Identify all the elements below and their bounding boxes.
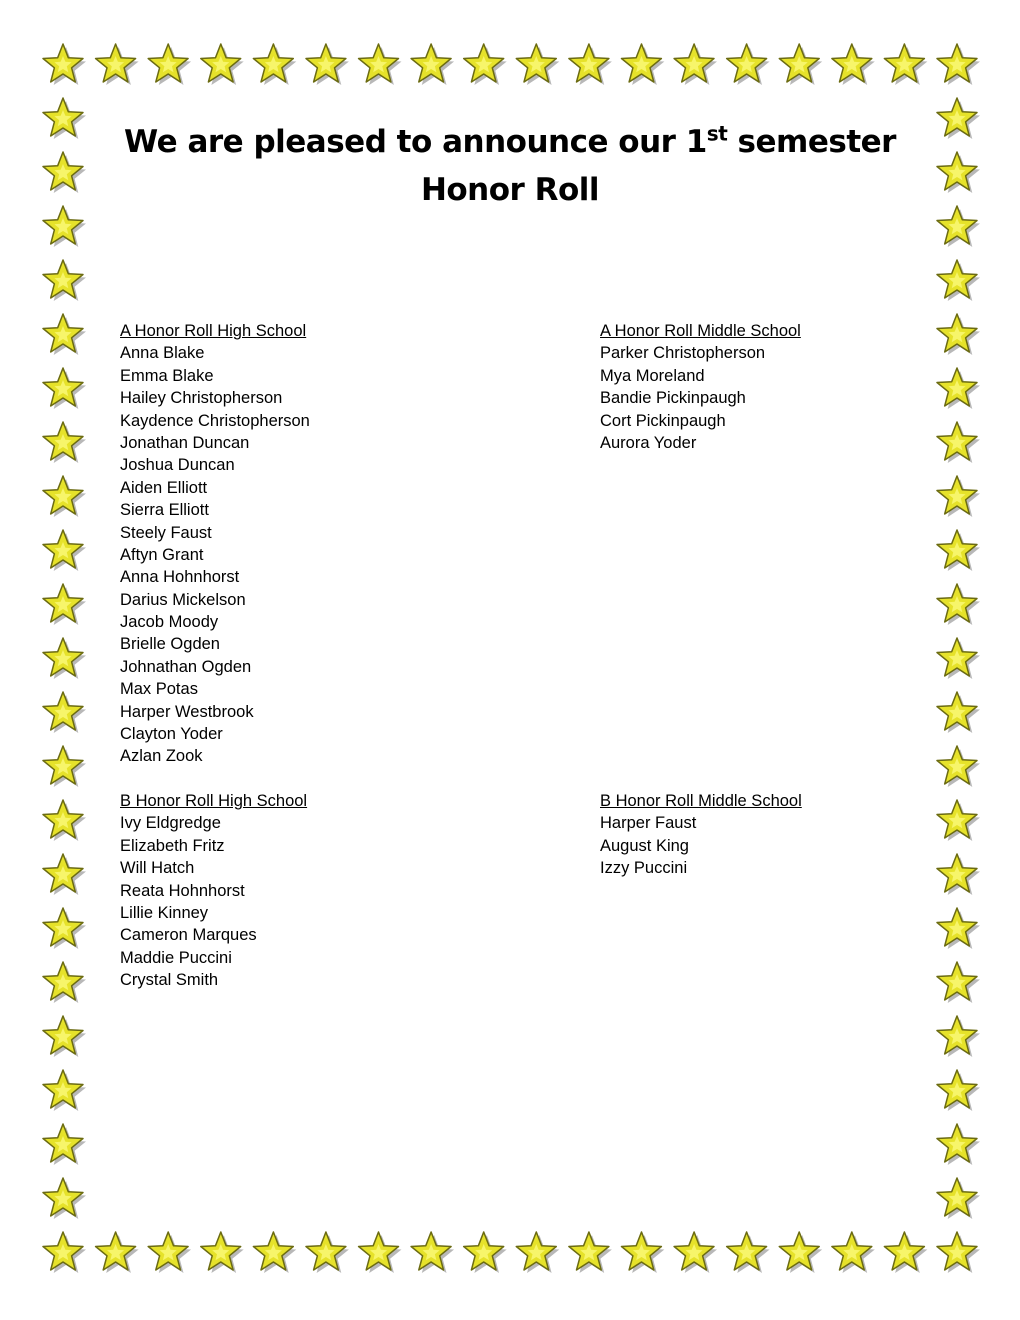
star-icon: [937, 422, 980, 463]
student-name: Jacob Moody: [120, 613, 219, 632]
student-name: Parker Christopherson: [600, 344, 766, 363]
star-icon: [43, 1178, 86, 1219]
star-icon: [937, 260, 980, 301]
star-icon: [43, 260, 86, 301]
student-name: Jonathan Duncan: [120, 433, 250, 452]
star-icon: [43, 962, 86, 1003]
star-icon: [937, 908, 980, 949]
section-heading: A Honor Roll Middle School: [600, 322, 801, 340]
star-icon: [937, 800, 980, 841]
star-icon: [937, 692, 980, 733]
star-icon: [43, 1070, 86, 1111]
star-icon: [148, 1232, 191, 1273]
star-icon: [937, 1232, 980, 1273]
star-icon: [43, 692, 86, 733]
student-name: Ivy Eldgredge: [120, 814, 221, 833]
star-icon: [43, 422, 86, 463]
star-icon: [43, 1016, 86, 1057]
star-icon: [148, 44, 191, 85]
star-icon: [43, 854, 86, 895]
star-icon: [96, 1232, 139, 1273]
student-name: Cameron Marques: [120, 926, 257, 945]
star-icon: [411, 44, 454, 85]
student-name: Elizabeth Fritz: [120, 836, 225, 855]
student-name: Will Hatch: [120, 859, 195, 878]
star-icon: [43, 584, 86, 625]
star-icon: [937, 476, 980, 517]
star-icon: [359, 1232, 402, 1273]
star-icon: [937, 1070, 980, 1111]
student-name: Reata Hohnhorst: [120, 881, 245, 900]
star-icon: [516, 44, 559, 85]
star-icon: [43, 206, 86, 247]
a-honor-roll-middle-school: [600, 320, 801, 454]
star-icon: [779, 44, 822, 85]
star-icon: [43, 44, 86, 85]
student-name: Emma Blake: [120, 366, 214, 385]
student-name: Harper Faust: [600, 814, 697, 833]
student-name: Izzy Puccini: [600, 859, 688, 878]
student-name: Anna Hohnhorst: [120, 568, 240, 587]
star-icon: [43, 908, 86, 949]
star-icon: [937, 1178, 980, 1219]
star-icon: [201, 1232, 244, 1273]
star-icon: [937, 1124, 980, 1165]
star-icon: [937, 962, 980, 1003]
star-icon: [43, 638, 86, 679]
star-icon: [306, 44, 349, 85]
star-icon: [937, 44, 980, 85]
student-name: Maddie Puccini: [120, 948, 232, 967]
b-honor-roll-high-school: [120, 790, 307, 992]
student-name: Cort Pickinpaugh: [600, 411, 726, 430]
section-heading: B Honor Roll High School: [120, 792, 308, 810]
student-name: Aftyn Grant: [120, 545, 204, 564]
star-icon: [674, 44, 717, 85]
student-name: Joshua Duncan: [120, 456, 235, 475]
page-title: We are pleased to announce our 1st semester: [124, 121, 896, 160]
star-icon: [43, 800, 86, 841]
b-honor-roll-middle-school: [600, 790, 802, 880]
star-icon: [43, 1124, 86, 1165]
student-name: Harper Westbrook: [120, 702, 254, 721]
star-icon: [569, 44, 612, 85]
star-icon: [884, 44, 927, 85]
a-honor-roll-high-school: [120, 320, 310, 768]
student-name: Aiden Elliott: [120, 478, 208, 497]
star-icon: [359, 44, 402, 85]
student-name: Crystal Smith: [120, 971, 219, 990]
star-icon: [253, 44, 296, 85]
student-name: Johnathan Ogden: [120, 657, 252, 676]
star-icon: [937, 638, 980, 679]
star-icon: [464, 1232, 507, 1273]
star-icon: [43, 1232, 86, 1273]
star-icon: [884, 1232, 927, 1273]
student-name: Darius Mickelson: [120, 590, 246, 609]
star-icon: [832, 1232, 875, 1273]
star-icon: [937, 314, 980, 355]
student-name: Lillie Kinney: [120, 903, 209, 922]
star-icon: [779, 1232, 822, 1273]
star-icon: [727, 1232, 770, 1273]
student-name: Steely Faust: [120, 523, 212, 542]
star-icon: [937, 1016, 980, 1057]
star-icon: [43, 746, 86, 787]
star-icon: [937, 530, 980, 571]
star-icon: [937, 368, 980, 409]
star-icon: [201, 44, 244, 85]
student-name: Azlan Zook: [120, 747, 203, 766]
student-name: Anna Blake: [120, 344, 205, 363]
star-icon: [43, 314, 86, 355]
student-name: Max Potas: [120, 680, 198, 699]
student-name: August King: [600, 836, 689, 855]
star-icon: [253, 1232, 296, 1273]
star-icon: [727, 44, 770, 85]
student-name: Mya Moreland: [600, 366, 705, 385]
star-icon: [306, 1232, 349, 1273]
student-name: Hailey Christopherson: [120, 389, 283, 408]
star-icon: [622, 44, 665, 85]
star-icon: [516, 1232, 559, 1273]
student-name: Brielle Ogden: [120, 635, 220, 654]
star-icon: [43, 476, 86, 517]
star-icon: [674, 1232, 717, 1273]
student-name: Bandie Pickinpaugh: [600, 389, 746, 408]
student-name: Aurora Yoder: [600, 433, 697, 452]
star-icon: [937, 206, 980, 247]
star-icon: [411, 1232, 454, 1273]
student-name: Clayton Yoder: [120, 725, 223, 744]
page-subtitle: Honor Roll: [420, 172, 600, 208]
section-heading: A Honor Roll High School: [120, 322, 307, 340]
star-icon: [464, 44, 507, 85]
star-icon: [937, 584, 980, 625]
student-name: Sierra Elliott: [120, 501, 209, 520]
star-icon: [937, 746, 980, 787]
star-icon: [43, 530, 86, 571]
star-icon: [43, 368, 86, 409]
star-icon: [937, 854, 980, 895]
star-icon: [832, 44, 875, 85]
section-heading: B Honor Roll Middle School: [600, 792, 802, 810]
student-name: Kaydence Christopherson: [120, 411, 310, 430]
star-icon: [622, 1232, 665, 1273]
star-icon: [569, 1232, 612, 1273]
star-icon: [96, 44, 139, 85]
